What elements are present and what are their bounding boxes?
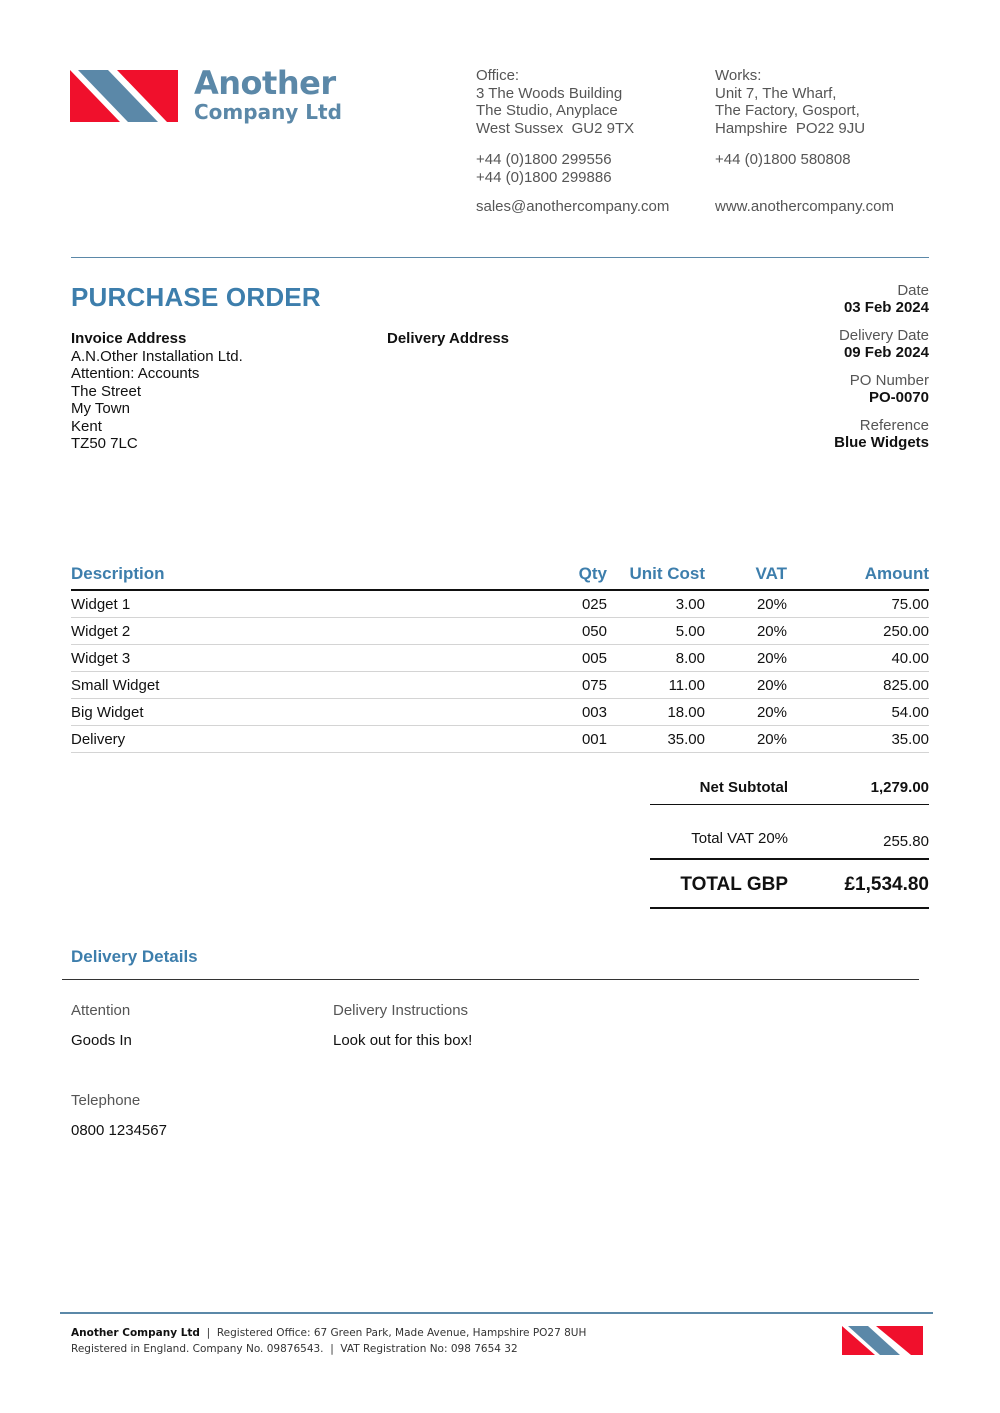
item-amount: 40.00: [787, 645, 929, 672]
item-unit-cost: 3.00: [607, 590, 705, 618]
footer-logo-icon: [842, 1326, 923, 1355]
item-unit-cost: 5.00: [607, 618, 705, 645]
office-address-line: The Studio, Anyplace: [476, 102, 618, 119]
telephone-value: 0800 1234567: [71, 1122, 167, 1139]
grand-total-label: TOTAL GBP: [680, 874, 788, 895]
office-address-line: West Sussex GU2 9TX: [476, 119, 635, 137]
item-amount: 35.00: [787, 726, 929, 753]
reference-value: Blue Widgets: [834, 434, 929, 451]
delivery-details-heading: Delivery Details: [71, 947, 198, 966]
item-qty: 025: [511, 590, 607, 618]
footer-registered-office: Registered Office: 67 Green Park, Made Avenue, Hampshire PO27 8UH: [216, 1327, 587, 1339]
item-vat: 20%: [705, 726, 787, 753]
totals-divider: [650, 907, 929, 909]
reference-label: Reference: [859, 417, 929, 434]
header-divider: [71, 257, 929, 258]
delivery-date-label: Delivery Date: [838, 327, 929, 344]
works-label: Works:: [715, 67, 762, 84]
logo-name-line1: Another: [194, 64, 336, 102]
invoice-address-line: Attention: Accounts: [71, 365, 200, 382]
delivery-date-value: 09 Feb 2024: [843, 344, 929, 361]
item-vat: 20%: [705, 672, 787, 699]
line-items-table: [71, 560, 929, 753]
delivery-address-heading: Delivery Address: [387, 330, 510, 347]
vat-total-value: 255.80: [883, 833, 929, 850]
totals-divider: [650, 858, 929, 860]
table-header-row: [71, 560, 929, 590]
grand-total-value: £1,534.80: [844, 874, 929, 895]
table-row: [71, 590, 929, 618]
telephone-label: Telephone: [71, 1092, 141, 1109]
invoice-address-line: TZ50 7LC: [71, 435, 138, 452]
delivery-instructions-value: Look out for this box!: [333, 1032, 473, 1049]
office-address-line: 3 The Woods Building: [476, 84, 623, 102]
totals-divider: [650, 804, 929, 805]
item-vat: 20%: [705, 645, 787, 672]
logo-name-line2: Company Ltd: [194, 100, 342, 124]
works-address-line: Unit 7, The Wharf,: [715, 84, 837, 102]
item-vat: 20%: [705, 699, 787, 726]
invoice-address-line: Kent: [71, 417, 102, 435]
net-subtotal-label: Net Subtotal: [699, 779, 788, 796]
column-header-vat: VAT: [705, 560, 787, 590]
office-phone: +44 (0)1800 299886: [476, 168, 612, 186]
item-description: Small Widget: [71, 672, 511, 699]
item-unit-cost: 35.00: [607, 726, 705, 753]
delivery-instructions-label: Delivery Instructions: [333, 1002, 469, 1019]
item-description: Widget 3: [71, 645, 511, 672]
item-amount: 825.00: [787, 672, 929, 699]
item-unit-cost: 8.00: [607, 645, 705, 672]
page-title: PURCHASE ORDER: [71, 282, 321, 312]
item-amount: 54.00: [787, 699, 929, 726]
table-row: [71, 672, 929, 699]
item-qty: 075: [511, 672, 607, 699]
po-number-value: PO-0070: [868, 389, 929, 406]
column-header-qty: Qty: [511, 560, 607, 590]
item-amount: 250.00: [787, 618, 929, 645]
item-unit-cost: 18.00: [607, 699, 705, 726]
works-website[interactable]: www.anothercompany.com: [715, 198, 894, 215]
footer-vat-registration: VAT Registration No: 098 7654 32: [340, 1342, 518, 1355]
item-vat: 20%: [705, 590, 787, 618]
works-contact: [715, 67, 894, 216]
vat-total-label: Total VAT 20%: [691, 830, 788, 847]
item-qty: 001: [511, 726, 607, 753]
footer-divider: [60, 1312, 933, 1314]
delivery-address: [387, 330, 509, 348]
table-row: [71, 726, 929, 753]
item-vat: 20%: [705, 618, 787, 645]
table-row: [71, 618, 929, 645]
footer-company-name: Another Company Ltd: [71, 1327, 200, 1339]
column-header-description: Description: [71, 560, 511, 590]
works-address-line: Hampshire PO22 9JU: [715, 119, 866, 137]
office-label: Office:: [476, 67, 520, 84]
table-row: [71, 645, 929, 672]
order-meta: [834, 282, 929, 462]
works-phone: +44 (0)1800 580808: [715, 151, 851, 168]
item-description: Big Widget: [71, 699, 511, 726]
invoice-address-line: My Town: [71, 400, 130, 417]
footer-registration: Registered in England. Company No. 09876543.: [71, 1342, 324, 1355]
item-qty: 050: [511, 618, 607, 645]
item-unit-cost: 11.00: [607, 672, 705, 699]
item-description: Widget 2: [71, 618, 511, 645]
invoice-address-line: A.N.Other Installation Ltd.: [71, 347, 243, 365]
office-contact: [476, 67, 669, 216]
attention-value: Goods In: [71, 1032, 132, 1049]
column-header-amount: Amount: [787, 560, 929, 590]
po-number-label: PO Number: [849, 372, 929, 389]
company-logo: [70, 64, 360, 130]
item-description: Widget 1: [71, 590, 511, 618]
invoice-address-heading: Invoice Address: [71, 330, 187, 347]
item-amount: 75.00: [787, 590, 929, 618]
item-qty: 003: [511, 699, 607, 726]
column-header-unit-cost: Unit Cost: [607, 560, 705, 590]
office-phone: +44 (0)1800 299556: [476, 151, 612, 168]
logo-stripes-icon: [70, 70, 180, 122]
date-label: Date: [897, 282, 929, 299]
table-row: [71, 699, 929, 726]
date-value: 03 Feb 2024: [843, 299, 929, 316]
delivery-details-divider: [62, 979, 919, 980]
footer-text: Another Company Ltd | Registered Office: 67 Green Park, Made Avenue, Hampshire PO27 8UH Registered in England. Company No. 09876543. | VAT Registration No: 098 7654 32: [71, 1327, 587, 1355]
item-qty: 005: [511, 645, 607, 672]
invoice-address-line: The Street: [71, 382, 142, 400]
item-description: Delivery: [71, 726, 511, 753]
net-subtotal-value: 1,279.00: [870, 779, 929, 796]
invoice-address: [71, 330, 243, 453]
attention-label: Attention: [71, 1002, 131, 1019]
works-address-line: The Factory, Gosport,: [715, 102, 860, 119]
office-email[interactable]: sales@anothercompany.com: [476, 198, 670, 215]
